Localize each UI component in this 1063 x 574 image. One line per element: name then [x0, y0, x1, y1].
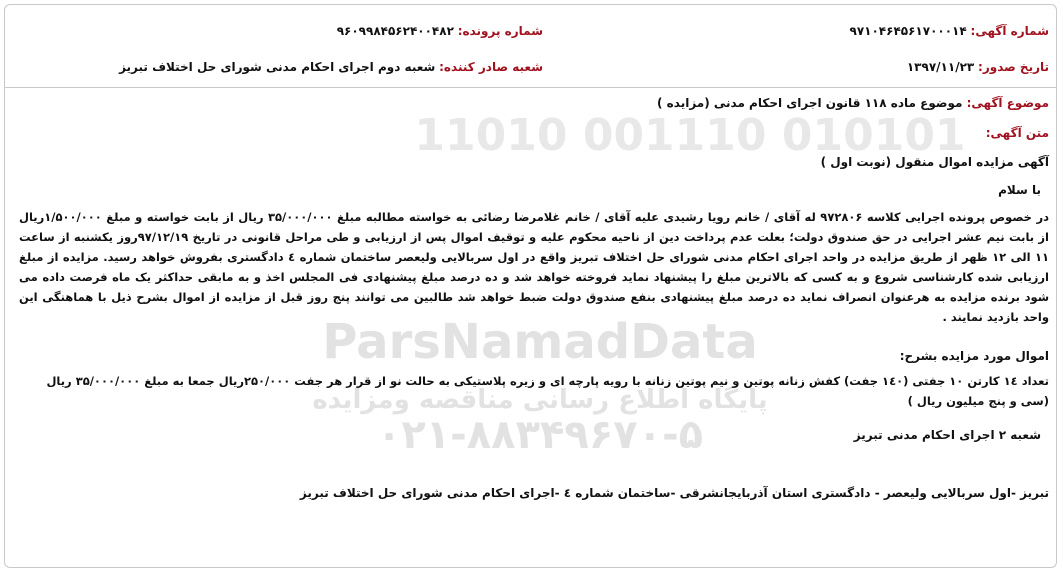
items-text: تعداد ١٤ کارتن ١٠ جفتی (١٤٠ جفت) کفش زنانه پوتین و نیم پوتین زنانه با رویه پارچه ای و زیره پلاستیکی به حالت نو از قرار هر جفت ۲۵۰/۰۰۰ریال جمعا به مبلغ ۳۵/۰۰۰/۰۰۰ ریال (سی و پنج میلیون ریال ): [46, 374, 1049, 408]
issuing-branch-label: شعبه صادر کننده:: [439, 60, 543, 74]
watermark-phone: ۰۲۱-۸۸۳۴۹۶۷۰-۵: [376, 412, 704, 458]
issue-date-row: [907, 60, 1049, 74]
case-number-label: شماره پرونده:: [457, 24, 543, 38]
header-box: [4, 4, 1057, 88]
notice-number-label: شماره آگهی:: [970, 24, 1049, 38]
subject-label: موضوع آگهی:: [966, 96, 1049, 110]
issuing-branch: شعبه دوم اجرای احکام مدنی شورای حل اختلاف تبریز: [119, 60, 436, 74]
items-label: اموال مورد مزایده بشرح:: [899, 349, 1049, 363]
main-paragraph: در خصوص پرونده اجرایی کلاسه ۹۷۲۸۰۶ له آقای / خانم رویا رشیدی علیه آقای / خانم غلامرضا رضائی به خواسته مطالبه مبلغ ۳۵/۰۰۰/۰۰۰ ریال از بابت خواسته و مبلغ ۱/۵۰۰/۰۰۰ریال از بابت نیم عشر اجرایی در حق صندوق دولت؛ بعلت عدم پرداخت دین از ناحیه محکوم علیه و توقیف اموال پس از ارزیابی و طی مراحل قانونی در تاریخ ۹۷/۱۲/۱۹روز یکشنبه از ساعت ۱۱ الی ۱۲ ظهر از طریق مزایده در واحد اجرای احکام مدنی شورای حل اختلاف تبریز واقع در اول سربالایی ولیعصر ساختمان شماره ٤ دادگستری بفروش خواهد رسید. مزایده از مبلغ ارزیابی شده کارشناسی شروع و به کسی که بالاترین مبلغ را پیشنهاد نماید فروخته خواهد شد و ده درصد مبلغ پیشنهادی فی المجلس اخذ و به مابقی حداکثر یک ماه فرصت داده می شود برنده مزایده به هرعنوان انصراف نماید ده درصد مبلغ پیشنهادی بنفع صندوق دولت ضبط خواهد شد طالبین می توانند پنج روز قبل از مزایده از اموال بشرح ذیل با هماهنگی این واحد بازدید نمایند .: [19, 210, 1050, 324]
issue-date: ۱۳۹۷/۱۱/۲۳: [906, 60, 975, 74]
address: تبریز -اول سربالایی ولیعصر - دادگستری استان آذربایجانشرقی -ساختمان شماره ٤ -اجرای احکام مدنی شورای حل اختلاف تبریز: [299, 486, 1049, 500]
body-label: متن آگهی:: [985, 126, 1049, 140]
greeting: با سلام: [998, 183, 1041, 197]
ad-title: آگهی مزایده اموال منقول (نوبت اول ): [820, 155, 1049, 169]
watermark-brand: ParsNamadData: [322, 314, 758, 370]
subject-value: موضوع ماده ۱۱۸ قانون اجرای احکام مدنی (مزایده ): [657, 96, 963, 110]
signature: شعبه ۲ اجرای احکام مدنی تبریز: [853, 428, 1041, 442]
issuing-branch-row: [119, 60, 543, 74]
watermark-digits: 010101 001110 11010: [414, 110, 966, 161]
notice-number-row: [850, 24, 1050, 38]
case-number: ۹۶۰۹۹۸۴۵۶۲۴۰۰۴۸۲: [336, 24, 454, 38]
case-number-row: [337, 24, 543, 38]
notice-number: ۹۷۱۰۴۶۴۵۶۱۷۰۰۰۱۴: [849, 24, 967, 38]
subject-row: [657, 96, 1049, 110]
issue-date-label: تاریخ صدور:: [978, 60, 1049, 74]
watermark-tagline: پایگاه اطلاع رسانی مناقصه ومزایده: [312, 385, 768, 415]
